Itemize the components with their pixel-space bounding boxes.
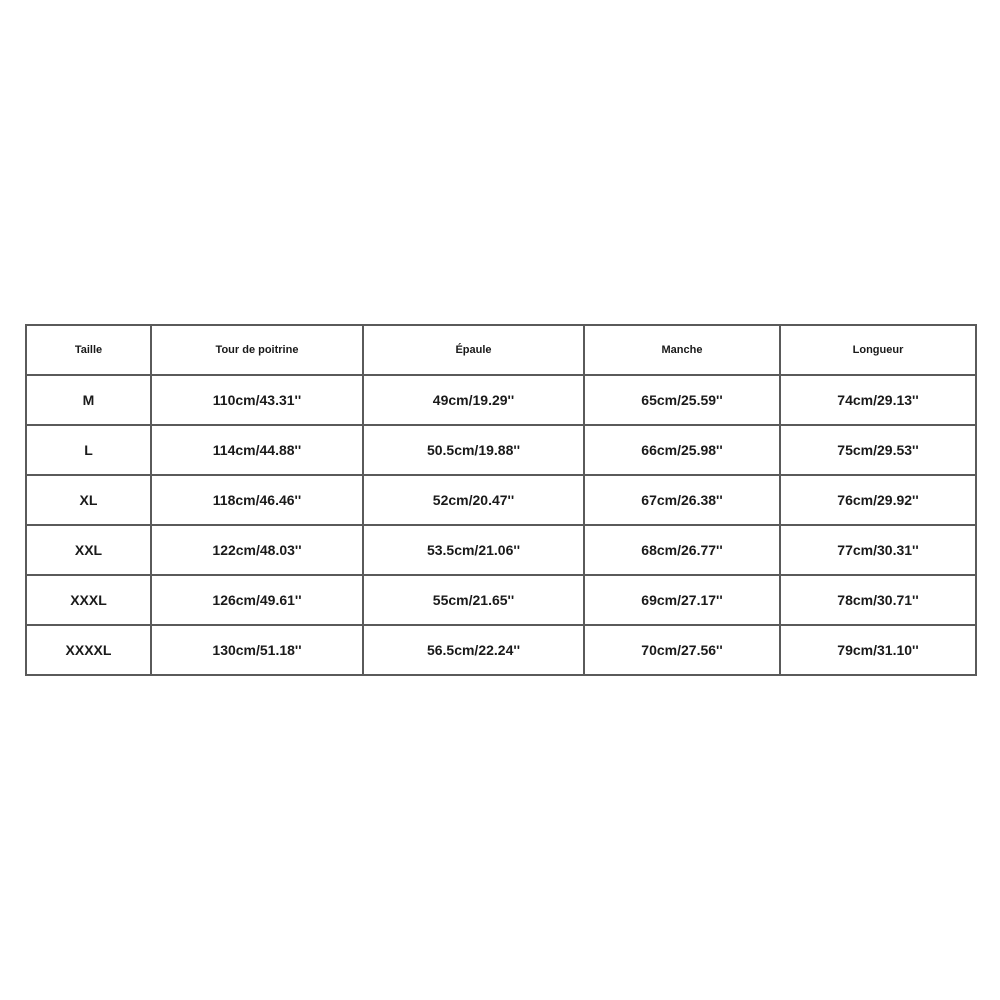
size-cell: L: [26, 425, 151, 475]
length-cell: 75cm/29.53'': [780, 425, 976, 475]
sleeve-cell: 69cm/27.17'': [584, 575, 780, 625]
chest-cell: 130cm/51.18'': [151, 625, 363, 675]
size-cell: XXL: [26, 525, 151, 575]
size-cell: M: [26, 375, 151, 425]
shoulder-cell: 55cm/21.65'': [363, 575, 584, 625]
chest-cell: 122cm/48.03'': [151, 525, 363, 575]
header-manche: Manche: [584, 325, 780, 375]
shoulder-cell: 50.5cm/19.88'': [363, 425, 584, 475]
shoulder-cell: 53.5cm/21.06'': [363, 525, 584, 575]
shoulder-cell: 56.5cm/22.24'': [363, 625, 584, 675]
length-cell: 74cm/29.13'': [780, 375, 976, 425]
sleeve-cell: 67cm/26.38'': [584, 475, 780, 525]
size-cell: XL: [26, 475, 151, 525]
header-tour-de-poitrine: Tour de poitrine: [151, 325, 363, 375]
table-row: [26, 425, 976, 475]
sleeve-cell: 70cm/27.56'': [584, 625, 780, 675]
header-longueur: Longueur: [780, 325, 976, 375]
header-taille: Taille: [26, 325, 151, 375]
length-cell: 76cm/29.92'': [780, 475, 976, 525]
sleeve-cell: 65cm/25.59'': [584, 375, 780, 425]
chest-cell: 110cm/43.31'': [151, 375, 363, 425]
chest-cell: 114cm/44.88'': [151, 425, 363, 475]
chest-cell: 118cm/46.46'': [151, 475, 363, 525]
table-row: [26, 575, 976, 625]
table-row: [26, 525, 976, 575]
sleeve-cell: 68cm/26.77'': [584, 525, 780, 575]
length-cell: 79cm/31.10'': [780, 625, 976, 675]
size-chart-table: [25, 324, 977, 676]
size-cell: XXXXL: [26, 625, 151, 675]
shoulder-cell: 52cm/20.47'': [363, 475, 584, 525]
length-cell: 77cm/30.31'': [780, 525, 976, 575]
length-cell: 78cm/30.71'': [780, 575, 976, 625]
sleeve-cell: 66cm/25.98'': [584, 425, 780, 475]
table-row: [26, 375, 976, 425]
header-epaule: Épaule: [363, 325, 584, 375]
size-cell: XXXL: [26, 575, 151, 625]
table-row: [26, 625, 976, 675]
chest-cell: 126cm/49.61'': [151, 575, 363, 625]
shoulder-cell: 49cm/19.29'': [363, 375, 584, 425]
table-row: [26, 475, 976, 525]
table-header-row: [26, 325, 976, 375]
